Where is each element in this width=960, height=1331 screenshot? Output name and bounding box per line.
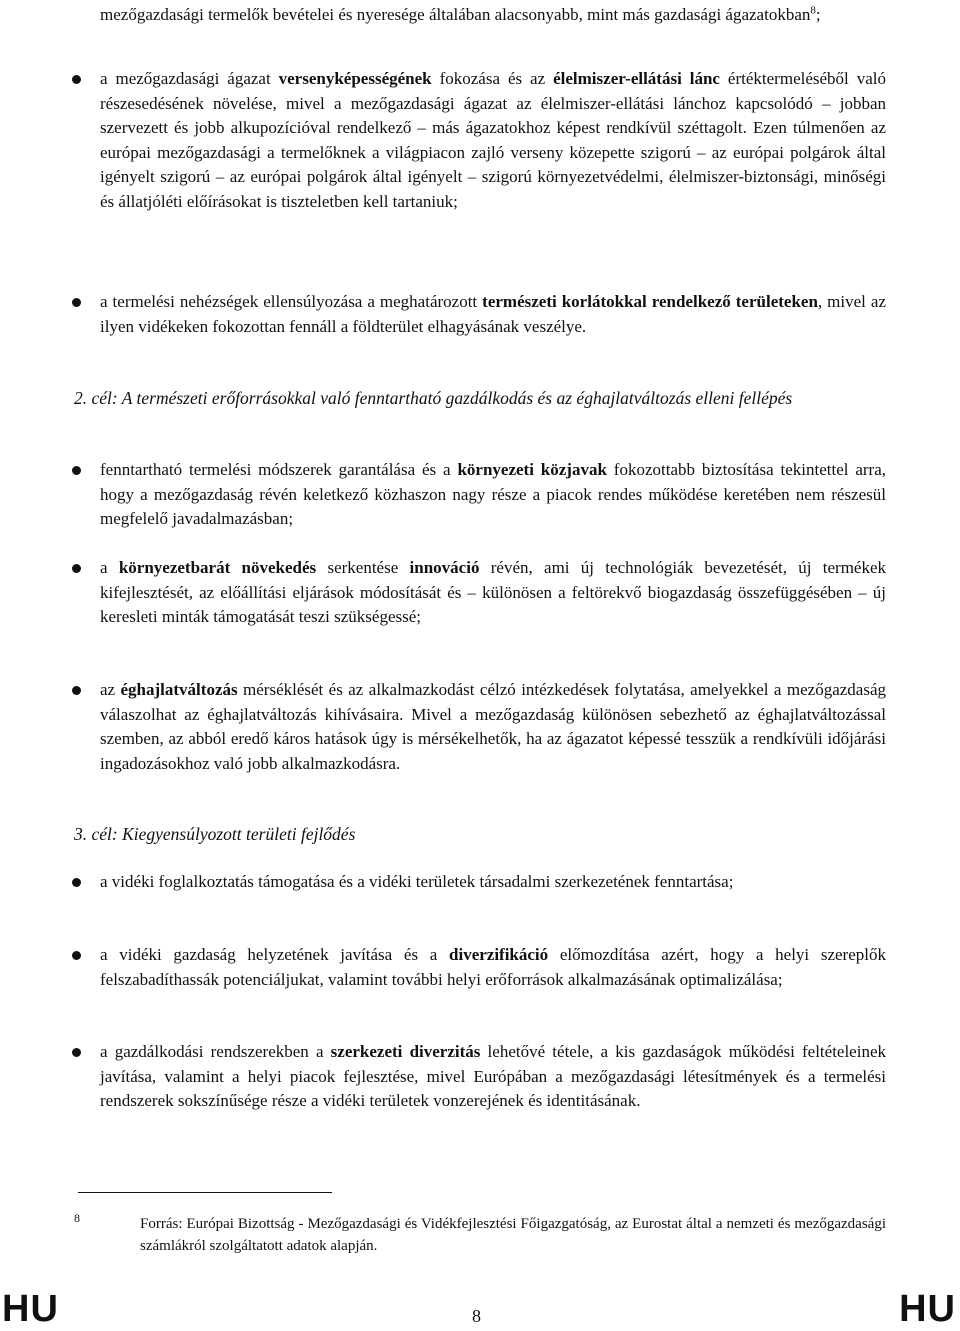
bullet-icon xyxy=(72,878,81,887)
text: révén, ami új technológiák bevezetését, új termékek kifejlesztését, az előállítási eljárások módosítását és – különösen a feltörekvő biogazdaság összefüggésében – új keresleti minták támogatását teszi szükségessé; xyxy=(100,558,887,626)
bullet-icon xyxy=(72,298,81,307)
bold-text: szerkezeti diverzitás xyxy=(330,1042,481,1061)
list-item xyxy=(100,870,886,895)
text: értéktermeléséből való részesedésének növelése, mivel a mezőgazdasági ágazat az élelmiszer-ellátási lánchoz kapcsolódó – jobban szervezett és jobb alkupozícióval rendelkező – más ágazatokhoz képest rendkívül széttagolt. Ezen túlmenően az európai mezőgazdasági a termelőknek a világpiacon zajló verseny közepette szigorú – az európai polgárok által igényelt szigorú – az európai polgárok által igényelt – szigorú környezetvédelmi, élelmiszer-biztonsági, minőségi és állatjóléti előírásokat is tiszteletben kell tartaniuk; xyxy=(100,69,886,211)
bullet-icon xyxy=(72,686,81,695)
bold-text: versenyképességének xyxy=(278,69,432,88)
footnote-ref[interactable]: 8 xyxy=(810,4,816,17)
list-item xyxy=(100,678,886,776)
text: a termelési nehézségek ellensúlyozása a meghatározott xyxy=(100,292,483,311)
intro-text-end: ; xyxy=(815,5,821,24)
list-item xyxy=(100,943,886,992)
bullet-icon xyxy=(72,951,81,960)
bullet-icon xyxy=(72,75,81,84)
list-item xyxy=(100,458,886,532)
section-heading-2: 2. cél: A természeti erőforrásokkal való fenntartható gazdálkodás és az éghajlatváltozás elleni fellépés xyxy=(74,388,793,408)
list-item xyxy=(100,556,886,630)
intro-text: mezőgazdasági termelők bevételei és nyeresége általában alacsonyabb, mint más gazdasági ágazatokban xyxy=(100,5,811,24)
text: , mivel az ilyen vidékeken fokozottan fennáll a földterület elhagyásának veszélye. xyxy=(100,292,886,336)
text: fokozása és az xyxy=(431,69,554,88)
bold-text: élelmiszer-ellátási lánc xyxy=(553,69,720,88)
text: fokozottabb biztosítása tekintettel arra, hogy a mezőgazdaság révén keletkező közhaszon nagy része a piacok rendes működése keretében nem részesül megfelelő javadalmazásban; xyxy=(100,460,886,528)
footer-language-code-right: HU xyxy=(899,1288,956,1330)
text: a vidéki foglalkoztatás támogatása és a vidéki területek társadalmi szerkezetének fenntartása; xyxy=(100,872,734,891)
bold-text: innováció xyxy=(409,558,480,577)
footnote-divider xyxy=(78,1192,332,1193)
bullet-icon xyxy=(72,1048,81,1057)
text: a mezőgazdasági ágazat xyxy=(100,69,279,88)
bullet-icon xyxy=(72,564,81,573)
text: a gazdálkodási rendszerekben a xyxy=(100,1042,331,1061)
footnote-number: 8 xyxy=(74,1211,80,1225)
text: lehetővé tétele, a kis gazdaságok működési feltételeinek javítása, valamint a helyi piacok fejlesztése, mivel Európában a mezőgazdasági létesítmények és a termelési rendszerek sokszínűsége része a vidéki területek vonzerejének és identitásának. xyxy=(100,1042,886,1110)
text: mérséklését és az alkalmazkodást célzó intézkedések folytatása, amelyekkel a mezőgazdaság válaszolhat az éghajlatváltozás kihívásaira. Mivel a mezőgazdaság különösen sebezhető az éghajlatváltozással szemben, az abból eredő káros hatások úgy is mérsékelhetők, ha az ágazatot képessé tesszük a rendkívüli időjárási ingadozásokhoz való jobb alkalmazkodásra. xyxy=(100,680,886,773)
text: az xyxy=(100,680,121,699)
text: előmozdítása azért, hogy a helyi szereplők felszabadíthassák potenciáljukat, valamint további helyi erőforrások alkalmazásának optimalizálása; xyxy=(100,945,886,989)
intro-paragraph xyxy=(100,3,886,28)
footer-language-code-left: HU xyxy=(2,1288,59,1330)
text: a xyxy=(100,558,119,577)
bold-text: éghajlatváltozás xyxy=(120,680,238,699)
list-item xyxy=(100,290,886,339)
section-heading-3: 3. cél: Kiegyensúlyozott területi fejlődés xyxy=(74,824,356,844)
footnote-text: Forrás: Európai Bizottság - Mezőgazdasági és Vidékfejlesztési Főigazgatóság, az Eurostat által a nemzeti és mezőgazdasági számlákról szolgáltatott adatok alapján. xyxy=(140,1216,886,1254)
text: fenntartható termelési módszerek garantálása és a xyxy=(100,460,458,479)
list-item xyxy=(100,1040,886,1114)
bold-text: környezetbarát növekedés xyxy=(118,558,317,577)
bold-text: természeti korlátokkal rendelkező területeken xyxy=(482,292,818,311)
list-item xyxy=(100,67,886,214)
text: a vidéki gazdaság helyzetének javítása és a xyxy=(100,945,450,964)
bullet-icon xyxy=(72,466,81,475)
bold-text: diverzifikáció xyxy=(449,945,549,964)
bold-text: környezeti közjavak xyxy=(457,460,607,479)
page-number: 8 xyxy=(472,1306,481,1326)
text: serkentése xyxy=(316,558,410,577)
